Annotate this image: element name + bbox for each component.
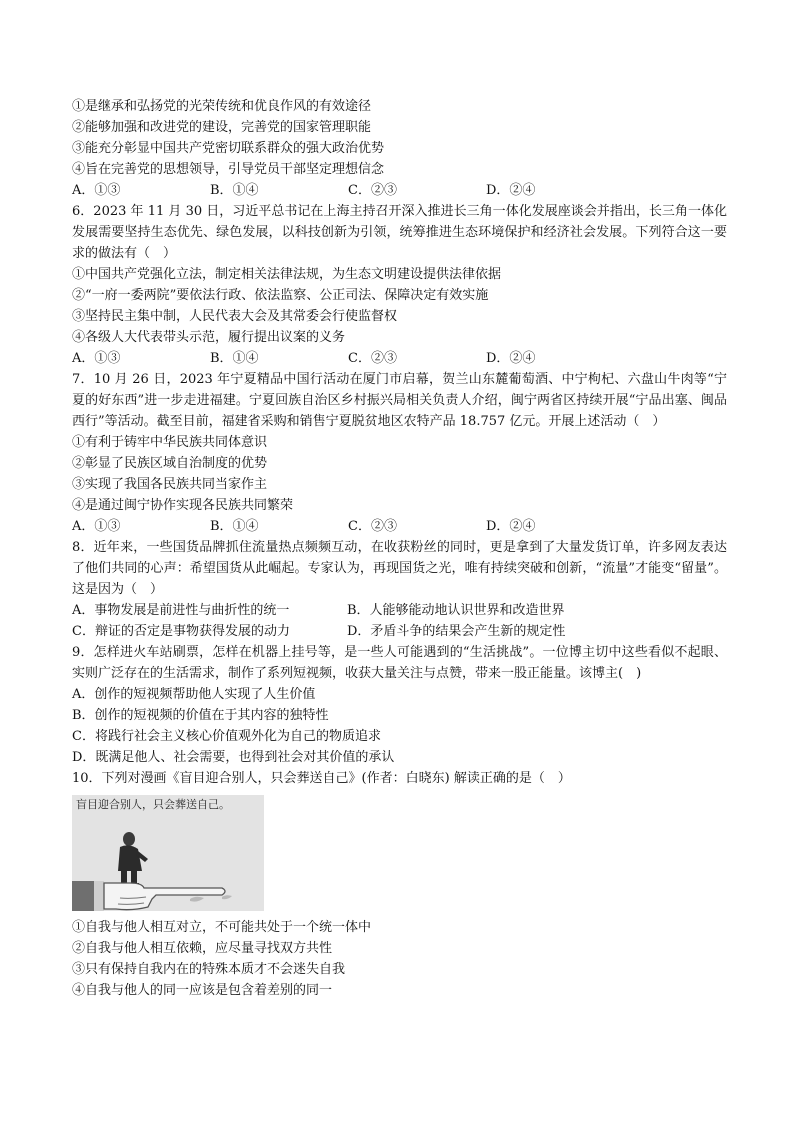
q7-options [72, 516, 727, 537]
q8-option-d: D．矛盾斗争的结果会产生新的规定性 [347, 624, 566, 639]
q6-option-c: C．②③ [348, 351, 397, 366]
q6-item-1: ①中国共产党强化立法，制定相关法律法规，为生态文明建设提供法律依据 [72, 267, 502, 282]
q7-item-3: ③实现了我国各民族共同当家作主 [72, 477, 268, 492]
q10-item-2: ②自我与他人相互依赖，应尽量寻找双方共性 [72, 941, 333, 956]
cartoon-man-figure [118, 832, 148, 886]
q7-item-2: ②彰显了民族区域自治制度的优势 [72, 456, 268, 471]
q9-option-a: A．创作的短视频帮助他人实现了人生价值 [72, 687, 316, 702]
q6-item-4: ④各级人大代表带头示范，履行提出议案的义务 [72, 330, 346, 345]
q5-option-a: A．①③ [72, 183, 121, 198]
q6-stem: 6．2023 年 11 月 30 日，习近平总书记在上海主持召开深入推进长三角一体化发展座谈会并指出，长三角一体化发展需要坚持生态优先、绿色发展，以科技创新为引领，统筹推进生态环境保护和经济社会发展。下列符合这一要求的做法有（ ） [72, 204, 727, 261]
cartoon-drawing [72, 795, 264, 911]
q6-options [72, 348, 727, 369]
cartoon-pointing-hand [72, 881, 225, 911]
q8-option-b: B．人能够能动地认识世界和改造世界 [347, 603, 565, 618]
q7-option-b: B．①④ [210, 519, 259, 534]
exam-page [72, 96, 727, 1001]
q9-stem: 9．怎样进火车站刷票，怎样在机器上挂号等，是一些人可能遇到的“生活挑战”。一位博主切中这些看似不起眼、实则广泛存在的生活需求，制作了系列短视频，收获大量关注与点赞，带来一股正能量。该博主( ) [72, 645, 727, 681]
q10-item-3: ③只有保持自我内在的特殊本质才不会迷失自我 [72, 962, 346, 977]
q5-item-3: ③能充分彰显中国共产党密切联系群众的强大政治优势 [72, 141, 385, 156]
q10-item-4: ④自我与他人的同一应该是包含着差别的同一 [72, 983, 333, 998]
q10-stem: 10．下列对漫画《盲目迎合别人，只会葬送自己》(作者：白晓东) 解读正确的是（ ） [72, 771, 571, 786]
q10-item-1: ①自我与他人相互对立，不可能共处于一个统一体中 [72, 920, 372, 935]
q7-option-c: C．②③ [348, 519, 397, 534]
q7-item-1: ①有利于铸牢中华民族共同体意识 [72, 435, 268, 450]
cartoon-image [72, 795, 264, 911]
cartoon-scrap [190, 897, 204, 902]
q5-option-c: C．②③ [348, 183, 397, 198]
q8-option-a: A．事物发展是前进性与曲折性的统一 [72, 603, 290, 618]
q6-item-3: ③坚持民主集中制，人民代表大会及其常委会行使监督权 [72, 309, 398, 324]
q5-item-1: ①是继承和弘扬党的光荣传统和优良作风的有效途径 [72, 99, 372, 114]
q5-item-4: ④旨在完善党的思想领导，引导党员干部坚定理想信念 [72, 162, 385, 177]
q5-item-2: ②能够加强和改进党的建设，完善党的国家管理职能 [72, 120, 372, 135]
q5-option-d: D．②④ [486, 183, 536, 198]
q7-stem: 7．10 月 26 日，2023 年宁夏精品中国行活动在厦门市启幕，贺兰山东麓葡萄酒、中宁枸杞、六盘山牛肉等“宁夏的好东西”进一步走进福建。宁夏回族自治区乡村振兴局相关负责人介绍，闽宁两省区持续开展“宁品出塞、闽品西行”等活动。截至目前，福建省采购和销售宁夏脱贫地区农特产品 18.757 亿元。开展上述活动（ ） [72, 372, 727, 429]
q8-stem: 8．近年来，一些国货品牌抓住流量热点频频互动，在收获粉丝的同时，更是拿到了大量发货订单，许多网友表达了他们共同的心声：希望国货从此崛起。专家认为，再现国货之光，唯有持续突破和创新，“流量”才能变“留量”。这是因为（ ） [72, 540, 727, 597]
q8-option-c: C．辩证的否定是事物获得发展的动力 [72, 624, 290, 639]
q6-option-b: B．①④ [210, 351, 259, 366]
q7-option-a: A．①③ [72, 519, 121, 534]
q9-option-c: C．将践行社会主义核心价值观外化为自己的物质追求 [72, 729, 381, 744]
q5-options [72, 180, 727, 201]
q6-item-2: ②“一府一委两院”要依法行政、依法监察、公正司法、保障决定有效实施 [72, 288, 489, 303]
q8-options-row-1 [72, 600, 727, 621]
q7-item-4: ④是通过闽宁协作实现各民族共同繁荣 [72, 498, 294, 513]
q9-option-b: B．创作的短视频的价值在于其内容的独特性 [72, 708, 329, 723]
q9-option-d: D．既满足他人、社会需要，也得到社会对其价值的承认 [72, 750, 395, 765]
q5-option-b: B．①④ [210, 183, 259, 198]
q7-option-d: D．②④ [486, 519, 536, 534]
cartoon-scrap [222, 895, 232, 899]
cartoon-caption: 盲目迎合别人，只会葬送自己。 [76, 798, 230, 811]
q6-option-a: A．①③ [72, 351, 121, 366]
q6-option-d: D．②④ [486, 351, 536, 366]
q8-options-row-2 [72, 621, 727, 642]
